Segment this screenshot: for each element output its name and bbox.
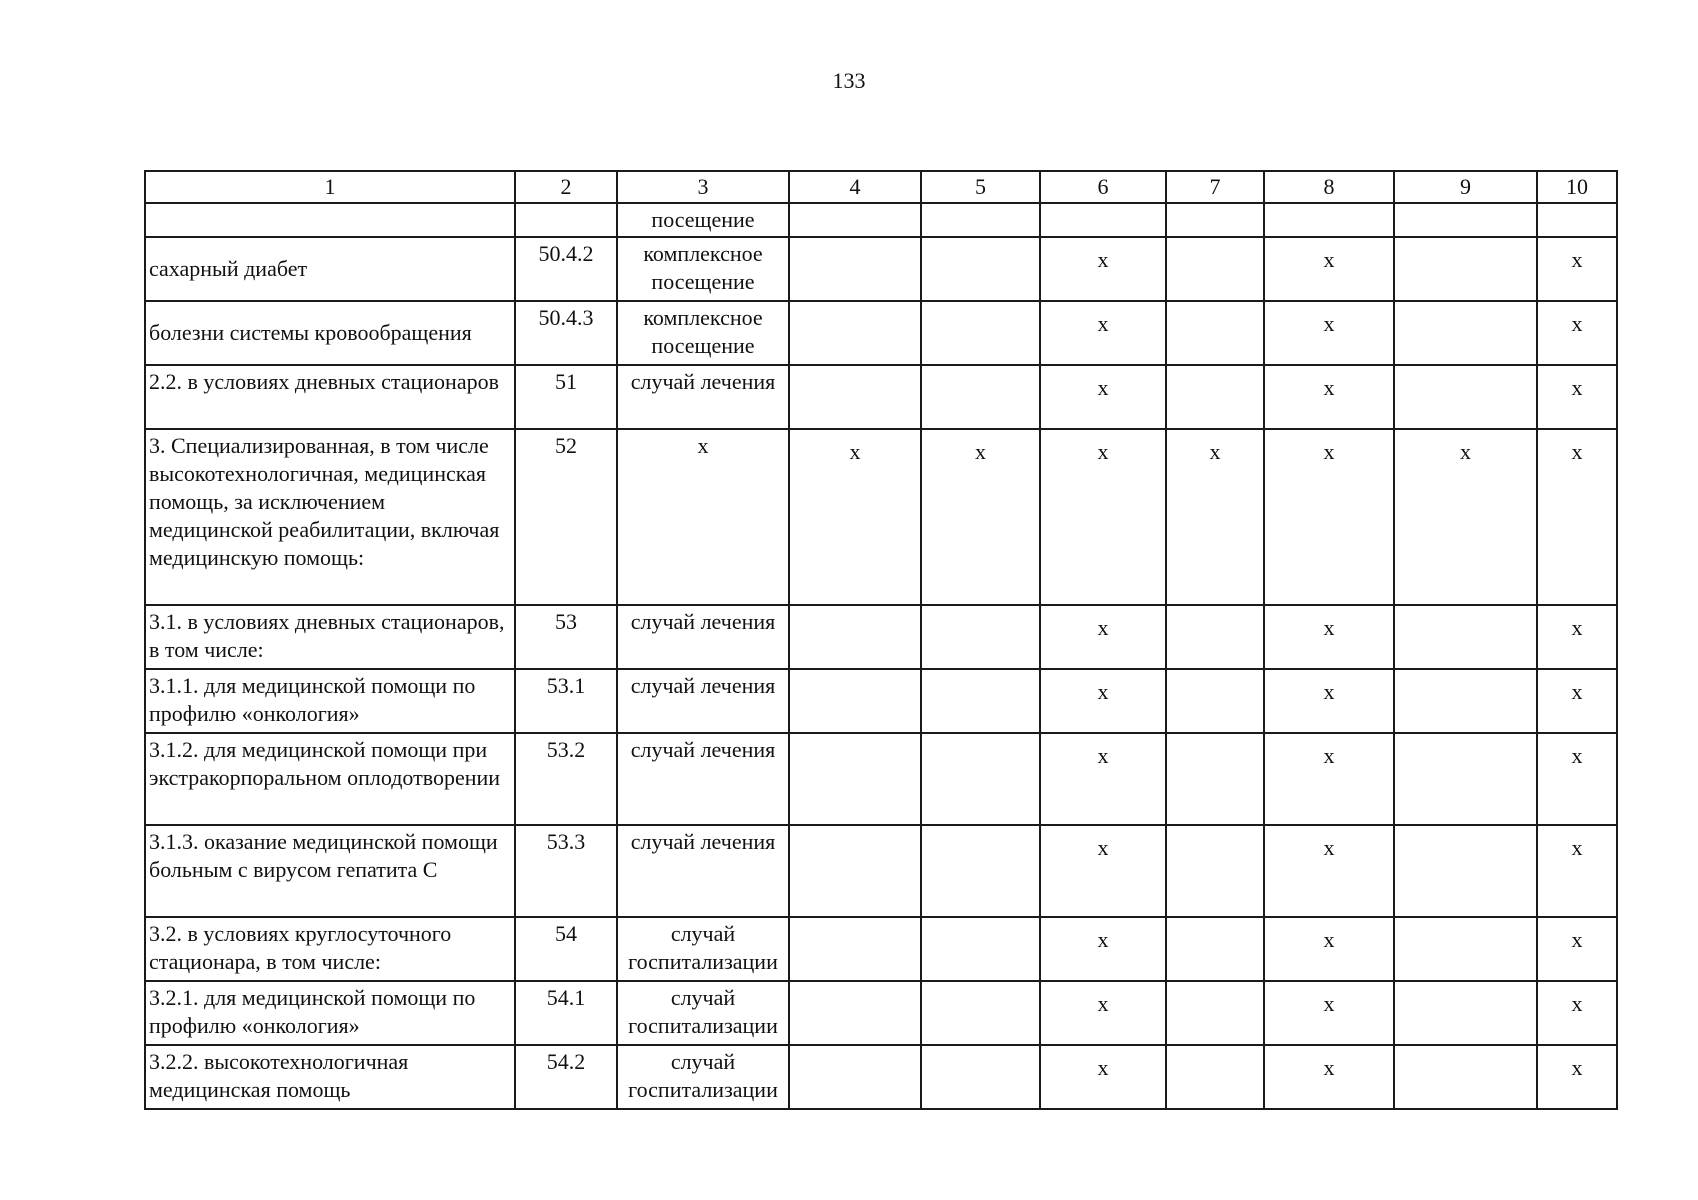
row-value-cell: [1537, 669, 1617, 733]
x-mark: х: [1097, 375, 1109, 400]
column-header: 10: [1537, 171, 1617, 203]
row-value-cell: [1264, 237, 1394, 301]
row-value-cell: [921, 981, 1040, 1045]
row-code-cell: 53.2: [515, 733, 617, 825]
x-mark: х: [1097, 311, 1109, 336]
column-header: 7: [1166, 171, 1264, 203]
row-value-cell: [921, 1045, 1040, 1109]
row-value-cell: [1394, 981, 1537, 1045]
row-value-cell: [1166, 917, 1264, 981]
x-mark: х: [1097, 615, 1109, 640]
row-value-cell: [1040, 825, 1166, 917]
table-row: [145, 917, 1617, 981]
row-value-cell: [1166, 825, 1264, 917]
row-value-cell: [1537, 301, 1617, 365]
x-mark: х: [1571, 927, 1583, 952]
row-value-cell: [921, 301, 1040, 365]
row-value-cell: [1537, 1045, 1617, 1109]
row-value-cell: [1537, 605, 1617, 669]
row-code-cell: 50.4.3: [515, 301, 617, 365]
x-mark: х: [1323, 247, 1335, 272]
row-value-cell: [1040, 429, 1166, 605]
row-value-cell: [921, 733, 1040, 825]
row-unit-cell: комплексное посещение: [617, 301, 789, 365]
row-value-cell: [921, 203, 1040, 237]
column-header: 3: [617, 171, 789, 203]
row-value-cell: [1040, 1045, 1166, 1109]
x-mark: х: [1209, 439, 1221, 464]
row-value-cell: [1264, 203, 1394, 237]
row-value-cell: [1394, 365, 1537, 429]
row-value-cell: [1166, 669, 1264, 733]
row-value-cell: [921, 237, 1040, 301]
row-value-cell: [1264, 669, 1394, 733]
x-mark: х: [1323, 375, 1335, 400]
x-mark: х: [975, 439, 986, 464]
table-row: [145, 605, 1617, 669]
x-mark: х: [1571, 439, 1583, 464]
row-value-cell: [1394, 917, 1537, 981]
row-value-cell: [1040, 733, 1166, 825]
row-value-cell: [789, 301, 921, 365]
row-value-cell: [921, 429, 1040, 605]
row-value-cell: [1166, 301, 1264, 365]
row-name-cell: 3.1.2. для медицинской помощи при экстракорпоральном оплодотворении: [145, 733, 515, 825]
row-code-cell: [515, 203, 617, 237]
row-value-cell: [789, 203, 921, 237]
row-unit-cell: случай лечения: [617, 733, 789, 825]
row-code-cell: 50.4.2: [515, 237, 617, 301]
row-value-cell: [1166, 429, 1264, 605]
row-value-cell: [789, 917, 921, 981]
row-value-cell: [1537, 981, 1617, 1045]
row-code-cell: 51: [515, 365, 617, 429]
row-value-cell: [1264, 605, 1394, 669]
row-name-cell: [145, 203, 515, 237]
column-header: 6: [1040, 171, 1166, 203]
row-value-cell: [1394, 429, 1537, 605]
row-value-cell: [921, 605, 1040, 669]
row-unit-cell: посещение: [617, 203, 789, 237]
row-unit-cell: случай лечения: [617, 605, 789, 669]
row-name-cell: 3.1. в условиях дневных стационаров, в том числе:: [145, 605, 515, 669]
x-mark: х: [1323, 679, 1335, 704]
column-header: 8: [1264, 171, 1394, 203]
data-table: [144, 170, 1618, 1110]
row-unit-cell: случай лечения: [617, 825, 789, 917]
row-value-cell: [921, 825, 1040, 917]
row-code-cell: 54.1: [515, 981, 617, 1045]
row-name-cell: болезни системы кровообращения: [145, 301, 515, 365]
x-mark: х: [1323, 1055, 1335, 1080]
row-value-cell: [789, 981, 921, 1045]
x-mark: х: [1571, 743, 1583, 768]
x-mark: х: [1097, 439, 1109, 464]
row-name-cell: сахарный диабет: [145, 237, 515, 301]
row-value-cell: [1537, 237, 1617, 301]
row-code-cell: 52: [515, 429, 617, 605]
row-value-cell: [1166, 605, 1264, 669]
row-value-cell: [1166, 203, 1264, 237]
row-name-cell: 3.2.1. для медицинской помощи по профилю «онкология»: [145, 981, 515, 1045]
x-mark: х: [1460, 439, 1471, 464]
table-body: [145, 171, 1617, 1109]
x-mark: х: [1097, 991, 1109, 1016]
row-name-cell: 2.2. в условиях дневных стационаров: [145, 365, 515, 429]
row-value-cell: [1166, 981, 1264, 1045]
x-mark: х: [1571, 375, 1583, 400]
table-row: [145, 203, 1617, 237]
row-value-cell: [921, 917, 1040, 981]
row-value-cell: [1537, 917, 1617, 981]
row-value-cell: [921, 365, 1040, 429]
row-name-cell: 3.1.1. для медицинской помощи по профилю «онкология»: [145, 669, 515, 733]
row-value-cell: [1040, 605, 1166, 669]
row-value-cell: [789, 237, 921, 301]
row-unit-cell: случай госпитализации: [617, 1045, 789, 1109]
row-value-cell: [789, 1045, 921, 1109]
row-name-cell: 3.2. в условиях круглосуточного стационара, в том числе:: [145, 917, 515, 981]
row-value-cell: [1040, 669, 1166, 733]
row-name-cell: 3.2.2. высокотехнологичная медицинская помощь: [145, 1045, 515, 1109]
row-value-cell: [789, 429, 921, 605]
row-unit-cell: случай лечения: [617, 669, 789, 733]
table-row: [145, 429, 1617, 605]
row-value-cell: [789, 669, 921, 733]
row-unit-cell: х: [617, 429, 789, 605]
row-value-cell: [1394, 301, 1537, 365]
header-row: [145, 171, 1617, 203]
row-value-cell: [1166, 365, 1264, 429]
row-value-cell: [1394, 669, 1537, 733]
table-row: [145, 237, 1617, 301]
row-value-cell: [1264, 365, 1394, 429]
row-value-cell: [789, 605, 921, 669]
row-value-cell: [1166, 733, 1264, 825]
x-mark: х: [1097, 679, 1109, 704]
row-value-cell: [1264, 825, 1394, 917]
x-mark: х: [1571, 835, 1583, 860]
row-value-cell: [1394, 1045, 1537, 1109]
row-code-cell: 54: [515, 917, 617, 981]
row-value-cell: [1166, 1045, 1264, 1109]
row-value-cell: [1394, 237, 1537, 301]
x-mark: х: [1097, 247, 1109, 272]
x-mark: х: [1571, 1055, 1583, 1080]
row-unit-cell: случай госпитализации: [617, 981, 789, 1045]
row-value-cell: [1537, 429, 1617, 605]
column-header: 4: [789, 171, 921, 203]
x-mark: х: [1097, 1055, 1109, 1080]
x-mark: х: [1323, 927, 1335, 952]
row-value-cell: [1166, 237, 1264, 301]
row-value-cell: [1394, 203, 1537, 237]
x-mark: х: [1323, 835, 1335, 860]
table-row: [145, 825, 1617, 917]
column-header: 1: [145, 171, 515, 203]
row-code-cell: 53: [515, 605, 617, 669]
row-value-cell: [1537, 825, 1617, 917]
row-unit-cell: случай госпитализации: [617, 917, 789, 981]
row-value-cell: [1264, 733, 1394, 825]
table-row: [145, 733, 1617, 825]
page-number: 133: [832, 68, 866, 93]
x-mark: х: [1097, 927, 1109, 952]
x-mark: х: [1323, 439, 1335, 464]
column-header: 9: [1394, 171, 1537, 203]
row-value-cell: [1537, 733, 1617, 825]
x-mark: х: [1097, 743, 1109, 768]
row-value-cell: [1264, 1045, 1394, 1109]
x-mark: х: [1323, 615, 1335, 640]
x-mark: х: [1571, 311, 1583, 336]
x-mark: х: [1323, 311, 1335, 336]
row-code-cell: 54.2: [515, 1045, 617, 1109]
row-value-cell: [1040, 237, 1166, 301]
row-code-cell: 53.3: [515, 825, 617, 917]
column-header: 2: [515, 171, 617, 203]
x-mark: х: [1571, 615, 1583, 640]
table-row: [145, 301, 1617, 365]
row-value-cell: [1040, 981, 1166, 1045]
row-name-cell: 3. Специализированная, в том числе высокотехнологичная, медицинская помощь, за исключением медицинской реабилитации, включая медицинскую помощь:: [145, 429, 515, 605]
table-row: [145, 981, 1617, 1045]
row-value-cell: [1040, 203, 1166, 237]
column-header: 5: [921, 171, 1040, 203]
row-unit-cell: случай лечения: [617, 365, 789, 429]
row-unit-cell: комплексное посещение: [617, 237, 789, 301]
x-mark: х: [1323, 991, 1335, 1016]
row-value-cell: [1264, 301, 1394, 365]
x-mark: х: [849, 439, 861, 464]
table-row: [145, 669, 1617, 733]
row-value-cell: [1264, 429, 1394, 605]
table-row: [145, 1045, 1617, 1109]
row-value-cell: [1537, 365, 1617, 429]
row-value-cell: [1537, 203, 1617, 237]
row-value-cell: [1264, 917, 1394, 981]
row-value-cell: [1394, 825, 1537, 917]
row-code-cell: 53.1: [515, 669, 617, 733]
x-mark: х: [1571, 247, 1583, 272]
row-value-cell: [921, 669, 1040, 733]
row-value-cell: [1040, 365, 1166, 429]
table-row: [145, 365, 1617, 429]
row-name-cell: 3.1.3. оказание медицинской помощи больным с вирусом гепатита С: [145, 825, 515, 917]
row-value-cell: [789, 733, 921, 825]
row-value-cell: [789, 365, 921, 429]
x-mark: х: [1097, 835, 1109, 860]
row-value-cell: [1040, 917, 1166, 981]
row-value-cell: [789, 825, 921, 917]
x-mark: х: [1571, 679, 1583, 704]
x-mark: х: [1323, 743, 1335, 768]
row-value-cell: [1264, 981, 1394, 1045]
row-value-cell: [1040, 301, 1166, 365]
row-value-cell: [1394, 605, 1537, 669]
row-value-cell: [1394, 733, 1537, 825]
x-mark: х: [1571, 991, 1583, 1016]
